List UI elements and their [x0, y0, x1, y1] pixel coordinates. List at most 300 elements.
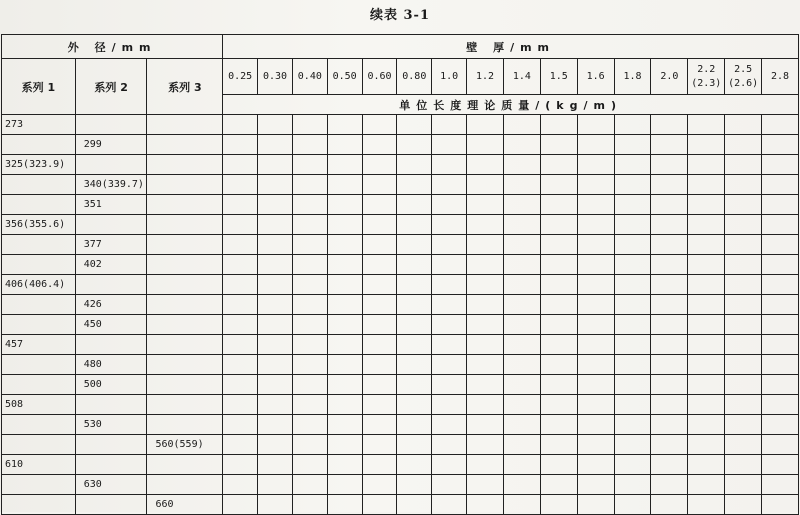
- mass-cell: [258, 115, 293, 135]
- mass-cell: [223, 155, 258, 175]
- mass-cell: [292, 355, 327, 375]
- thickness-header-cell: [292, 59, 327, 95]
- mass-cell: [577, 355, 614, 375]
- thickness-header-cell: [762, 59, 799, 95]
- table-row: [2, 155, 799, 175]
- mass-cell: [397, 395, 432, 415]
- thickness-alt-value: (2.6): [728, 77, 759, 89]
- mass-cell: [327, 115, 362, 135]
- mass-cell: [540, 235, 577, 255]
- series-2-cell: [75, 215, 147, 235]
- mass-cell: [362, 215, 397, 235]
- mass-cell: [725, 415, 762, 435]
- mass-cell: [614, 415, 651, 435]
- table-row: [2, 295, 799, 315]
- mass-cell: [503, 295, 540, 315]
- mass-cell: [223, 395, 258, 415]
- series-3-cell: [147, 295, 223, 315]
- mass-cell: [688, 295, 725, 315]
- mass-cell: [762, 335, 799, 355]
- mass-cell: [614, 475, 651, 495]
- mass-cell: [725, 295, 762, 315]
- thickness-header-cell: [503, 59, 540, 95]
- series-2-cell: 402: [75, 255, 147, 275]
- table-row: [2, 375, 799, 395]
- mass-cell: [223, 355, 258, 375]
- mass-cell: [762, 295, 799, 315]
- mass-cell: [762, 355, 799, 375]
- mass-cell: [540, 175, 577, 195]
- mass-cell: [688, 355, 725, 375]
- mass-cell: [614, 375, 651, 395]
- mass-cell: [503, 335, 540, 355]
- series-2-header: 系列 2: [75, 59, 147, 115]
- table-body: [2, 115, 799, 515]
- mass-cell: [503, 175, 540, 195]
- mass-cell: [397, 155, 432, 175]
- mass-cell: [432, 215, 467, 235]
- series-3-cell: [147, 335, 223, 355]
- mass-cell: [503, 235, 540, 255]
- mass-cell: [725, 335, 762, 355]
- mass-cell: [503, 455, 540, 475]
- thickness-header-cell: [397, 59, 432, 95]
- mass-cell: [503, 255, 540, 275]
- series-1-cell: 508: [2, 395, 76, 415]
- mass-cell: [467, 335, 504, 355]
- mass-cell: [577, 415, 614, 435]
- thickness-value: 2.5: [734, 63, 753, 75]
- series-3-cell: [147, 195, 223, 215]
- mass-cell: [223, 175, 258, 195]
- mass-cell: [688, 115, 725, 135]
- mass-cell: [397, 415, 432, 435]
- mass-cell: [540, 355, 577, 375]
- mass-cell: [540, 295, 577, 315]
- mass-cell: [577, 455, 614, 475]
- thickness-value: 1.8: [623, 70, 642, 82]
- series-1-cell: [2, 415, 76, 435]
- mass-cell: [577, 115, 614, 135]
- mass-cell: [432, 415, 467, 435]
- mass-cell: [467, 315, 504, 335]
- thickness-header-cell: [467, 59, 504, 95]
- wall-thickness-header: 壁 厚/mm: [223, 35, 799, 59]
- mass-cell: [577, 275, 614, 295]
- mass-cell: [362, 115, 397, 135]
- thickness-alt-value: (2.3): [691, 77, 722, 89]
- mass-cell: [688, 315, 725, 335]
- mass-cell: [362, 255, 397, 275]
- mass-cell: [688, 435, 725, 455]
- mass-cell: [223, 475, 258, 495]
- series-1-cell: [2, 375, 76, 395]
- mass-cell: [362, 195, 397, 215]
- series-1-header: 系列 1: [2, 59, 76, 115]
- mass-cell: [327, 375, 362, 395]
- mass-cell: [540, 395, 577, 415]
- series-1-cell: [2, 135, 76, 155]
- series-3-cell: [147, 115, 223, 135]
- mass-cell: [577, 375, 614, 395]
- outer-diameter-header: 外 径/mm: [2, 35, 223, 59]
- series-2-cell: 450: [75, 315, 147, 335]
- mass-cell: [223, 455, 258, 475]
- series-3-cell: [147, 275, 223, 295]
- mass-cell: [614, 295, 651, 315]
- mass-cell: [397, 255, 432, 275]
- mass-cell: [540, 135, 577, 155]
- table-row: [2, 135, 799, 155]
- mass-cell: [397, 275, 432, 295]
- mass-cell: [432, 155, 467, 175]
- mass-cell: [223, 435, 258, 455]
- mass-cell: [762, 375, 799, 395]
- mass-cell: [397, 335, 432, 355]
- mass-cell: [540, 435, 577, 455]
- mass-cell: [292, 255, 327, 275]
- mass-cell: [397, 435, 432, 455]
- mass-cell: [258, 175, 293, 195]
- series-1-cell: 610: [2, 455, 76, 475]
- thickness-header-cell: [327, 59, 362, 95]
- thickness-value: 0.50: [332, 70, 357, 82]
- series-2-cell: [75, 435, 147, 455]
- mass-cell: [292, 335, 327, 355]
- mass-cell: [540, 255, 577, 275]
- thickness-value: 1.5: [549, 70, 568, 82]
- mass-cell: [327, 175, 362, 195]
- series-2-cell: [75, 335, 147, 355]
- series-2-cell: [75, 155, 147, 175]
- mass-cell: [762, 395, 799, 415]
- mass-cell: [362, 295, 397, 315]
- mass-cell: [432, 235, 467, 255]
- mass-cell: [725, 115, 762, 135]
- series-1-cell: [2, 295, 76, 315]
- mass-cell: [503, 395, 540, 415]
- mass-cell: [223, 255, 258, 275]
- mass-cell: [467, 455, 504, 475]
- mass-cell: [688, 175, 725, 195]
- mass-cell: [503, 355, 540, 375]
- mass-cell: [292, 275, 327, 295]
- header-row-2: [2, 59, 799, 95]
- mass-cell: [725, 215, 762, 235]
- series-1-cell: [2, 235, 76, 255]
- series-3-cell: [147, 455, 223, 475]
- series-2-cell: 340(339.7): [75, 175, 147, 195]
- mass-cell: [362, 475, 397, 495]
- mass-cell: [467, 435, 504, 455]
- mass-cell: [397, 135, 432, 155]
- series-3-cell: [147, 155, 223, 175]
- mass-cell: [540, 335, 577, 355]
- series-3-header: 系列 3: [147, 59, 223, 115]
- mass-cell: [258, 255, 293, 275]
- mass-cell: [577, 475, 614, 495]
- mass-cell: [725, 455, 762, 475]
- mass-cell: [725, 435, 762, 455]
- series-2-cell: [75, 455, 147, 475]
- mass-cell: [540, 115, 577, 135]
- mass-cell: [432, 275, 467, 295]
- mass-cell: [223, 215, 258, 235]
- mass-cell: [503, 215, 540, 235]
- series-3-cell: [147, 415, 223, 435]
- mass-cell: [688, 255, 725, 275]
- mass-cell: [258, 335, 293, 355]
- mass-cell: [467, 375, 504, 395]
- series-3-cell: [147, 355, 223, 375]
- mass-cell: [467, 215, 504, 235]
- mass-cell: [292, 295, 327, 315]
- series-1-cell: 273: [2, 115, 76, 135]
- mass-cell: [397, 215, 432, 235]
- series-1-cell: [2, 315, 76, 335]
- mass-cell: [614, 455, 651, 475]
- mass-cell: [467, 235, 504, 255]
- mass-cell: [503, 375, 540, 395]
- mass-cell: [577, 315, 614, 335]
- mass-cell: [467, 115, 504, 135]
- mass-cell: [688, 275, 725, 295]
- mass-cell: [258, 275, 293, 295]
- mass-cell: [397, 295, 432, 315]
- series-3-cell: 660: [147, 495, 223, 515]
- series-1-cell: [2, 435, 76, 455]
- mass-cell: [467, 255, 504, 275]
- mass-cell: [292, 175, 327, 195]
- mass-cell: [432, 135, 467, 155]
- mass-cell: [540, 215, 577, 235]
- table-caption: 续表 3-1: [369, 8, 430, 23]
- mass-cell: [397, 475, 432, 495]
- mass-cell: [651, 235, 688, 255]
- mass-cell: [362, 355, 397, 375]
- mass-cell: [432, 475, 467, 495]
- thickness-header-cell: [223, 59, 258, 95]
- mass-cell: [725, 155, 762, 175]
- mass-cell: [397, 315, 432, 335]
- mass-cell: [651, 215, 688, 235]
- mass-cell: [292, 435, 327, 455]
- mass-cell: [327, 395, 362, 415]
- series-1-cell: [2, 475, 76, 495]
- mass-cell: [467, 135, 504, 155]
- series-1-cell: 356(355.6): [2, 215, 76, 235]
- table-row: [2, 435, 799, 455]
- table-row: [2, 195, 799, 215]
- mass-cell: [292, 455, 327, 475]
- mass-cell: [362, 395, 397, 415]
- table-row: [2, 475, 799, 495]
- table-row: [2, 215, 799, 235]
- mass-cell: [540, 475, 577, 495]
- mass-cell: [540, 315, 577, 335]
- table-row: [2, 335, 799, 355]
- series-3-cell: [147, 255, 223, 275]
- mass-cell: [688, 155, 725, 175]
- thickness-header-cell: [688, 59, 725, 95]
- mass-cell: [223, 235, 258, 255]
- mass-cell: [688, 235, 725, 255]
- mass-cell: [540, 415, 577, 435]
- mass-cell: [762, 255, 799, 275]
- series-2-cell: 299: [75, 135, 147, 155]
- thickness-value: 2.2: [697, 63, 716, 75]
- mass-cell: [503, 415, 540, 435]
- mass-cell: [223, 315, 258, 335]
- mass-cell: [397, 455, 432, 475]
- mass-cell: [223, 275, 258, 295]
- table-row: [2, 115, 799, 135]
- series-2-cell: 377: [75, 235, 147, 255]
- mass-cell: [258, 375, 293, 395]
- mass-cell: [397, 115, 432, 135]
- mass-cell: [651, 415, 688, 435]
- mass-cell: [327, 435, 362, 455]
- thickness-value: 1.6: [586, 70, 605, 82]
- mass-cell: [258, 215, 293, 235]
- table-row: [2, 355, 799, 375]
- pipe-weight-table: [1, 34, 799, 515]
- series-2-cell: [75, 395, 147, 415]
- mass-cell: [577, 155, 614, 175]
- mass-cell: [540, 375, 577, 395]
- mass-cell: [651, 115, 688, 135]
- mass-cell: [467, 155, 504, 175]
- mass-cell: [688, 215, 725, 235]
- mass-cell: [503, 475, 540, 495]
- table-row: [2, 395, 799, 415]
- mass-cell: [614, 275, 651, 295]
- mass-cell: [614, 395, 651, 415]
- mass-cell: [397, 175, 432, 195]
- mass-cell: [327, 335, 362, 355]
- mass-cell: [725, 315, 762, 335]
- mass-cell: [362, 275, 397, 295]
- mass-cell: [397, 195, 432, 215]
- mass-cell: [362, 315, 397, 335]
- mass-cell: [762, 315, 799, 335]
- mass-cell: [292, 135, 327, 155]
- mass-cell: [577, 295, 614, 315]
- mass-cell: [258, 395, 293, 415]
- mass-cell: [327, 255, 362, 275]
- mass-cell: [327, 195, 362, 215]
- mass-cell: [223, 415, 258, 435]
- mass-cell: [362, 135, 397, 155]
- mass-cell: [292, 195, 327, 215]
- mass-cell: [540, 195, 577, 215]
- mass-cell: [762, 235, 799, 255]
- mass-cell: [292, 215, 327, 235]
- mass-cell: [432, 395, 467, 415]
- series-2-cell: 500: [75, 375, 147, 395]
- mass-cell: [327, 155, 362, 175]
- mass-cell: [725, 475, 762, 495]
- mass-cell: [503, 315, 540, 335]
- mass-cell: [397, 235, 432, 255]
- series-3-cell: [147, 135, 223, 155]
- series-2-cell: 480: [75, 355, 147, 375]
- mass-cell: [725, 235, 762, 255]
- mass-cell: [223, 115, 258, 135]
- thickness-value: 0.30: [262, 70, 288, 82]
- mass-cell: [223, 375, 258, 395]
- mass-cell: [688, 195, 725, 215]
- thickness-value: 0.40: [297, 70, 322, 82]
- series-2-cell: 530: [75, 415, 147, 435]
- mass-cell: [762, 155, 799, 175]
- mass-cell: [614, 355, 651, 375]
- mass-cell: [614, 175, 651, 195]
- mass-cell: [327, 275, 362, 295]
- mass-cell: [258, 315, 293, 335]
- mass-cell: [762, 115, 799, 135]
- mass-cell: [762, 175, 799, 195]
- mass-cell: [292, 315, 327, 335]
- series-3-cell: 560(559): [147, 435, 223, 455]
- table-row: [2, 175, 799, 195]
- mass-cell: [725, 375, 762, 395]
- mass-cell: [688, 335, 725, 355]
- mass-cell: [651, 435, 688, 455]
- mass-cell: [503, 135, 540, 155]
- mass-cell: [503, 275, 540, 295]
- mass-cell: [362, 335, 397, 355]
- mass-cell: [577, 235, 614, 255]
- mass-cell: [762, 275, 799, 295]
- series-2-cell: 351: [75, 195, 147, 215]
- mass-cell: [327, 215, 362, 235]
- mass-cell: [651, 315, 688, 335]
- mass-cell: [432, 355, 467, 375]
- mass-cell: [258, 235, 293, 255]
- mass-cell: [258, 295, 293, 315]
- mass-cell: [577, 435, 614, 455]
- mass-cell: [725, 275, 762, 295]
- table-container: [1, 34, 799, 512]
- mass-cell: [651, 335, 688, 355]
- mass-cell: [362, 415, 397, 435]
- mass-cell: [258, 435, 293, 455]
- series-3-cell: [147, 215, 223, 235]
- table-row: [2, 235, 799, 255]
- mass-cell: [688, 395, 725, 415]
- mass-cell: [577, 255, 614, 275]
- mass-cell: [614, 155, 651, 175]
- mass-cell: [577, 195, 614, 215]
- mass-cell: [651, 475, 688, 495]
- mass-cell: [762, 415, 799, 435]
- mass-cell: [432, 255, 467, 275]
- mass-cell: [503, 195, 540, 215]
- mass-cell: [292, 235, 327, 255]
- mass-cell: [362, 235, 397, 255]
- mass-cell: [362, 155, 397, 175]
- mass-cell: [432, 435, 467, 455]
- table-row: [2, 275, 799, 295]
- mass-cell: [688, 455, 725, 475]
- thickness-value: 2.8: [771, 70, 790, 82]
- thickness-header-cell: [362, 59, 397, 95]
- thickness-value: 2.0: [660, 70, 679, 82]
- series-1-cell: [2, 255, 76, 275]
- mass-cell: [467, 475, 504, 495]
- mass-cell: [467, 355, 504, 375]
